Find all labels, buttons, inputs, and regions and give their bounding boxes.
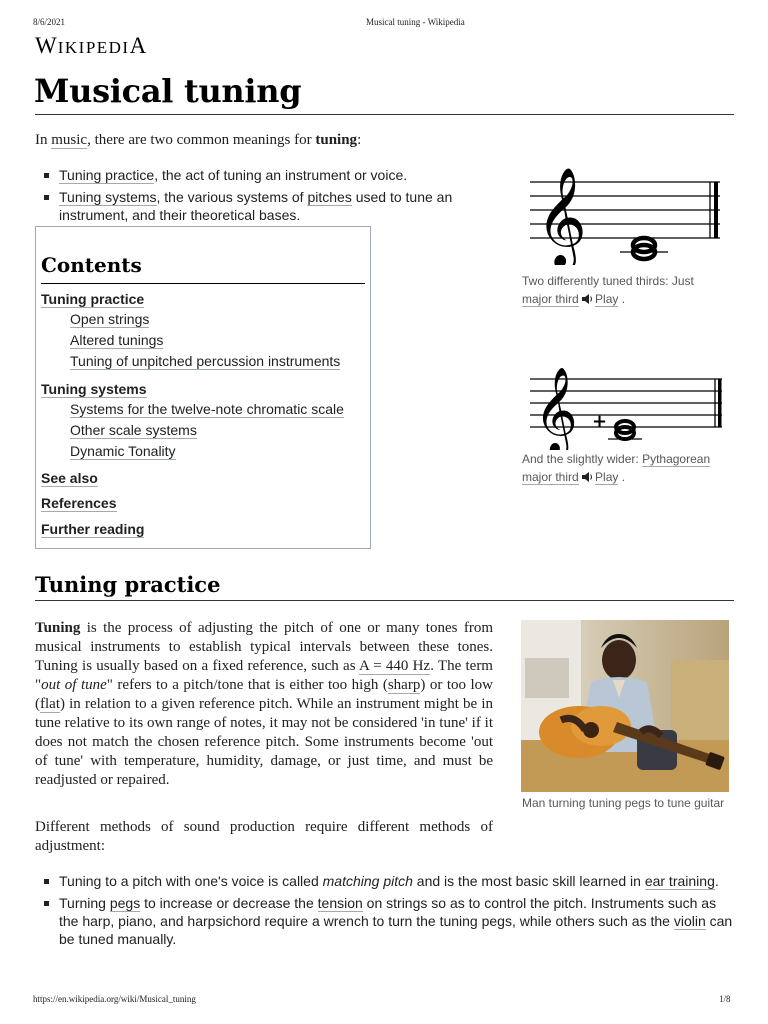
list-item: Tuning systems, the various systems of pitches used to tune an instrument, and their theoretical bases. bbox=[35, 188, 495, 224]
toc-item-see-also[interactable]: See also bbox=[41, 470, 98, 486]
toc-subitem-open-strings[interactable]: Open strings bbox=[70, 311, 150, 327]
print-title: Musical tuning - Wikipedia bbox=[366, 17, 465, 27]
speaker-icon[interactable] bbox=[582, 294, 593, 304]
link-major-third-2[interactable]: major third bbox=[522, 470, 579, 484]
print-page-number: 1/8 bbox=[719, 994, 731, 1004]
photo-caption: Man turning tuning pegs to tune guitar bbox=[522, 796, 725, 810]
list-item: Tuning to a pitch with one's voice is called matching pitch and is the most basic skill learned in ear training. bbox=[35, 872, 735, 890]
methods-list bbox=[35, 872, 735, 952]
link-ear-training[interactable]: ear training bbox=[644, 873, 715, 889]
link-major-third[interactable]: major third bbox=[522, 292, 579, 306]
toc-item-references[interactable]: References bbox=[41, 495, 117, 511]
link-pythagorean[interactable]: Pythagorean bbox=[642, 452, 711, 466]
play-audio-link[interactable]: Play bbox=[595, 292, 619, 306]
print-url: https://en.wikipedia.org/wiki/Musical_tuning bbox=[33, 994, 196, 1004]
photo-man-tuning-guitar[interactable] bbox=[521, 620, 729, 792]
figure-2-caption: And the slightly wider: Pythagorean major third Play . bbox=[522, 452, 711, 484]
link-tuning-systems[interactable]: Tuning systems bbox=[59, 189, 157, 205]
print-date: 8/6/2021 bbox=[33, 17, 66, 27]
toc-item-further-reading[interactable]: Further reading bbox=[41, 521, 145, 537]
music-staff-2 bbox=[522, 355, 727, 450]
toc-item-tuning-practice[interactable]: Tuning practice bbox=[41, 291, 145, 307]
guitar-photo-image bbox=[521, 620, 729, 792]
link-sharp[interactable]: sharp bbox=[387, 677, 421, 693]
link-tuning-practice[interactable]: Tuning practice bbox=[59, 167, 155, 183]
music-staff-1 bbox=[522, 150, 727, 265]
toc-subitem-unpitched-percussion[interactable]: Tuning of unpitched percussion instruments bbox=[70, 353, 341, 369]
figure-1-caption: Two differently tuned thirds: Just major third Play . bbox=[522, 274, 694, 306]
toc-subitem-altered-tunings[interactable]: Altered tunings bbox=[70, 332, 164, 348]
paragraph-methods: Different methods of sound production require different methods of adjustment: bbox=[35, 819, 493, 854]
toc-subitem-twelve-note[interactable]: Systems for the twelve-note chromatic scale bbox=[70, 401, 344, 417]
treble-clef-icon: 𝄞 bbox=[534, 367, 578, 450]
wordmark-rest: IKIPEDI bbox=[57, 38, 130, 57]
link-flat[interactable]: flat bbox=[40, 696, 60, 712]
speaker-icon[interactable] bbox=[582, 472, 593, 482]
paragraph-tuning-definition: Tuning is the process of adjusting the pitch of one or many tones from musical instruments to establish typical intervals between these tones. Tuning is usually based on a fixed reference, such as A = 440 Hz. The term "out of tune" refers to a pitch/tone that is either too high (sharp) or too low (flat) in relation to a given reference pitch. While an instrument might be in tune relative to its own range of notes, it may not be considered 'in tune' if it does not match the chosen reference pitch. Some instruments become 'out of tune' with temperature, humidity, damage, or just time, and must be readjusted or repaired. bbox=[35, 620, 493, 788]
toc-item-tuning-systems[interactable]: Tuning systems bbox=[41, 381, 147, 397]
toc-title: Contents bbox=[41, 253, 142, 277]
toc-subitem-dynamic-tonality[interactable]: Dynamic Tonality bbox=[70, 443, 176, 459]
sharp-mark-icon: + bbox=[592, 411, 608, 432]
play-audio-link[interactable]: Play bbox=[595, 470, 619, 484]
intro-text: In music, there are two common meanings for tuning: bbox=[35, 132, 362, 148]
page-title: Musical tuning bbox=[34, 72, 302, 110]
treble-clef-icon: 𝄞 bbox=[536, 167, 587, 265]
link-a440[interactable]: A = 440 Hz bbox=[358, 658, 431, 674]
table-of-contents bbox=[35, 226, 371, 549]
title-rule bbox=[35, 114, 734, 115]
section-heading-tuning-practice: Tuning practice bbox=[35, 572, 221, 597]
toc-rule bbox=[41, 283, 365, 284]
link-violin[interactable]: violin bbox=[673, 913, 706, 929]
wikipedia-wordmark[interactable]: WIKIPEDIA bbox=[35, 33, 148, 58]
figure-just-major-third[interactable] bbox=[522, 150, 727, 265]
list-item: Tuning practice, the act of tuning an instrument or voice. bbox=[35, 166, 495, 184]
toc-subitem-other-scale[interactable]: Other scale systems bbox=[70, 422, 197, 438]
link-tension[interactable]: tension bbox=[317, 895, 363, 911]
list-item: Turning pegs to increase or decrease the tension on strings so as to control the pitch. Instruments such as the harp, piano, and harpsichord require a wrench to turn the tuning pegs, while others such as the violin can be tuned manually. bbox=[35, 894, 735, 948]
link-pegs[interactable]: pegs bbox=[109, 895, 141, 911]
figure-pythagorean-major-third[interactable] bbox=[522, 355, 727, 450]
link-pitches[interactable]: pitches bbox=[307, 189, 352, 205]
meanings-list bbox=[35, 166, 495, 228]
section-rule bbox=[35, 600, 734, 601]
link-music[interactable]: music bbox=[51, 132, 88, 148]
